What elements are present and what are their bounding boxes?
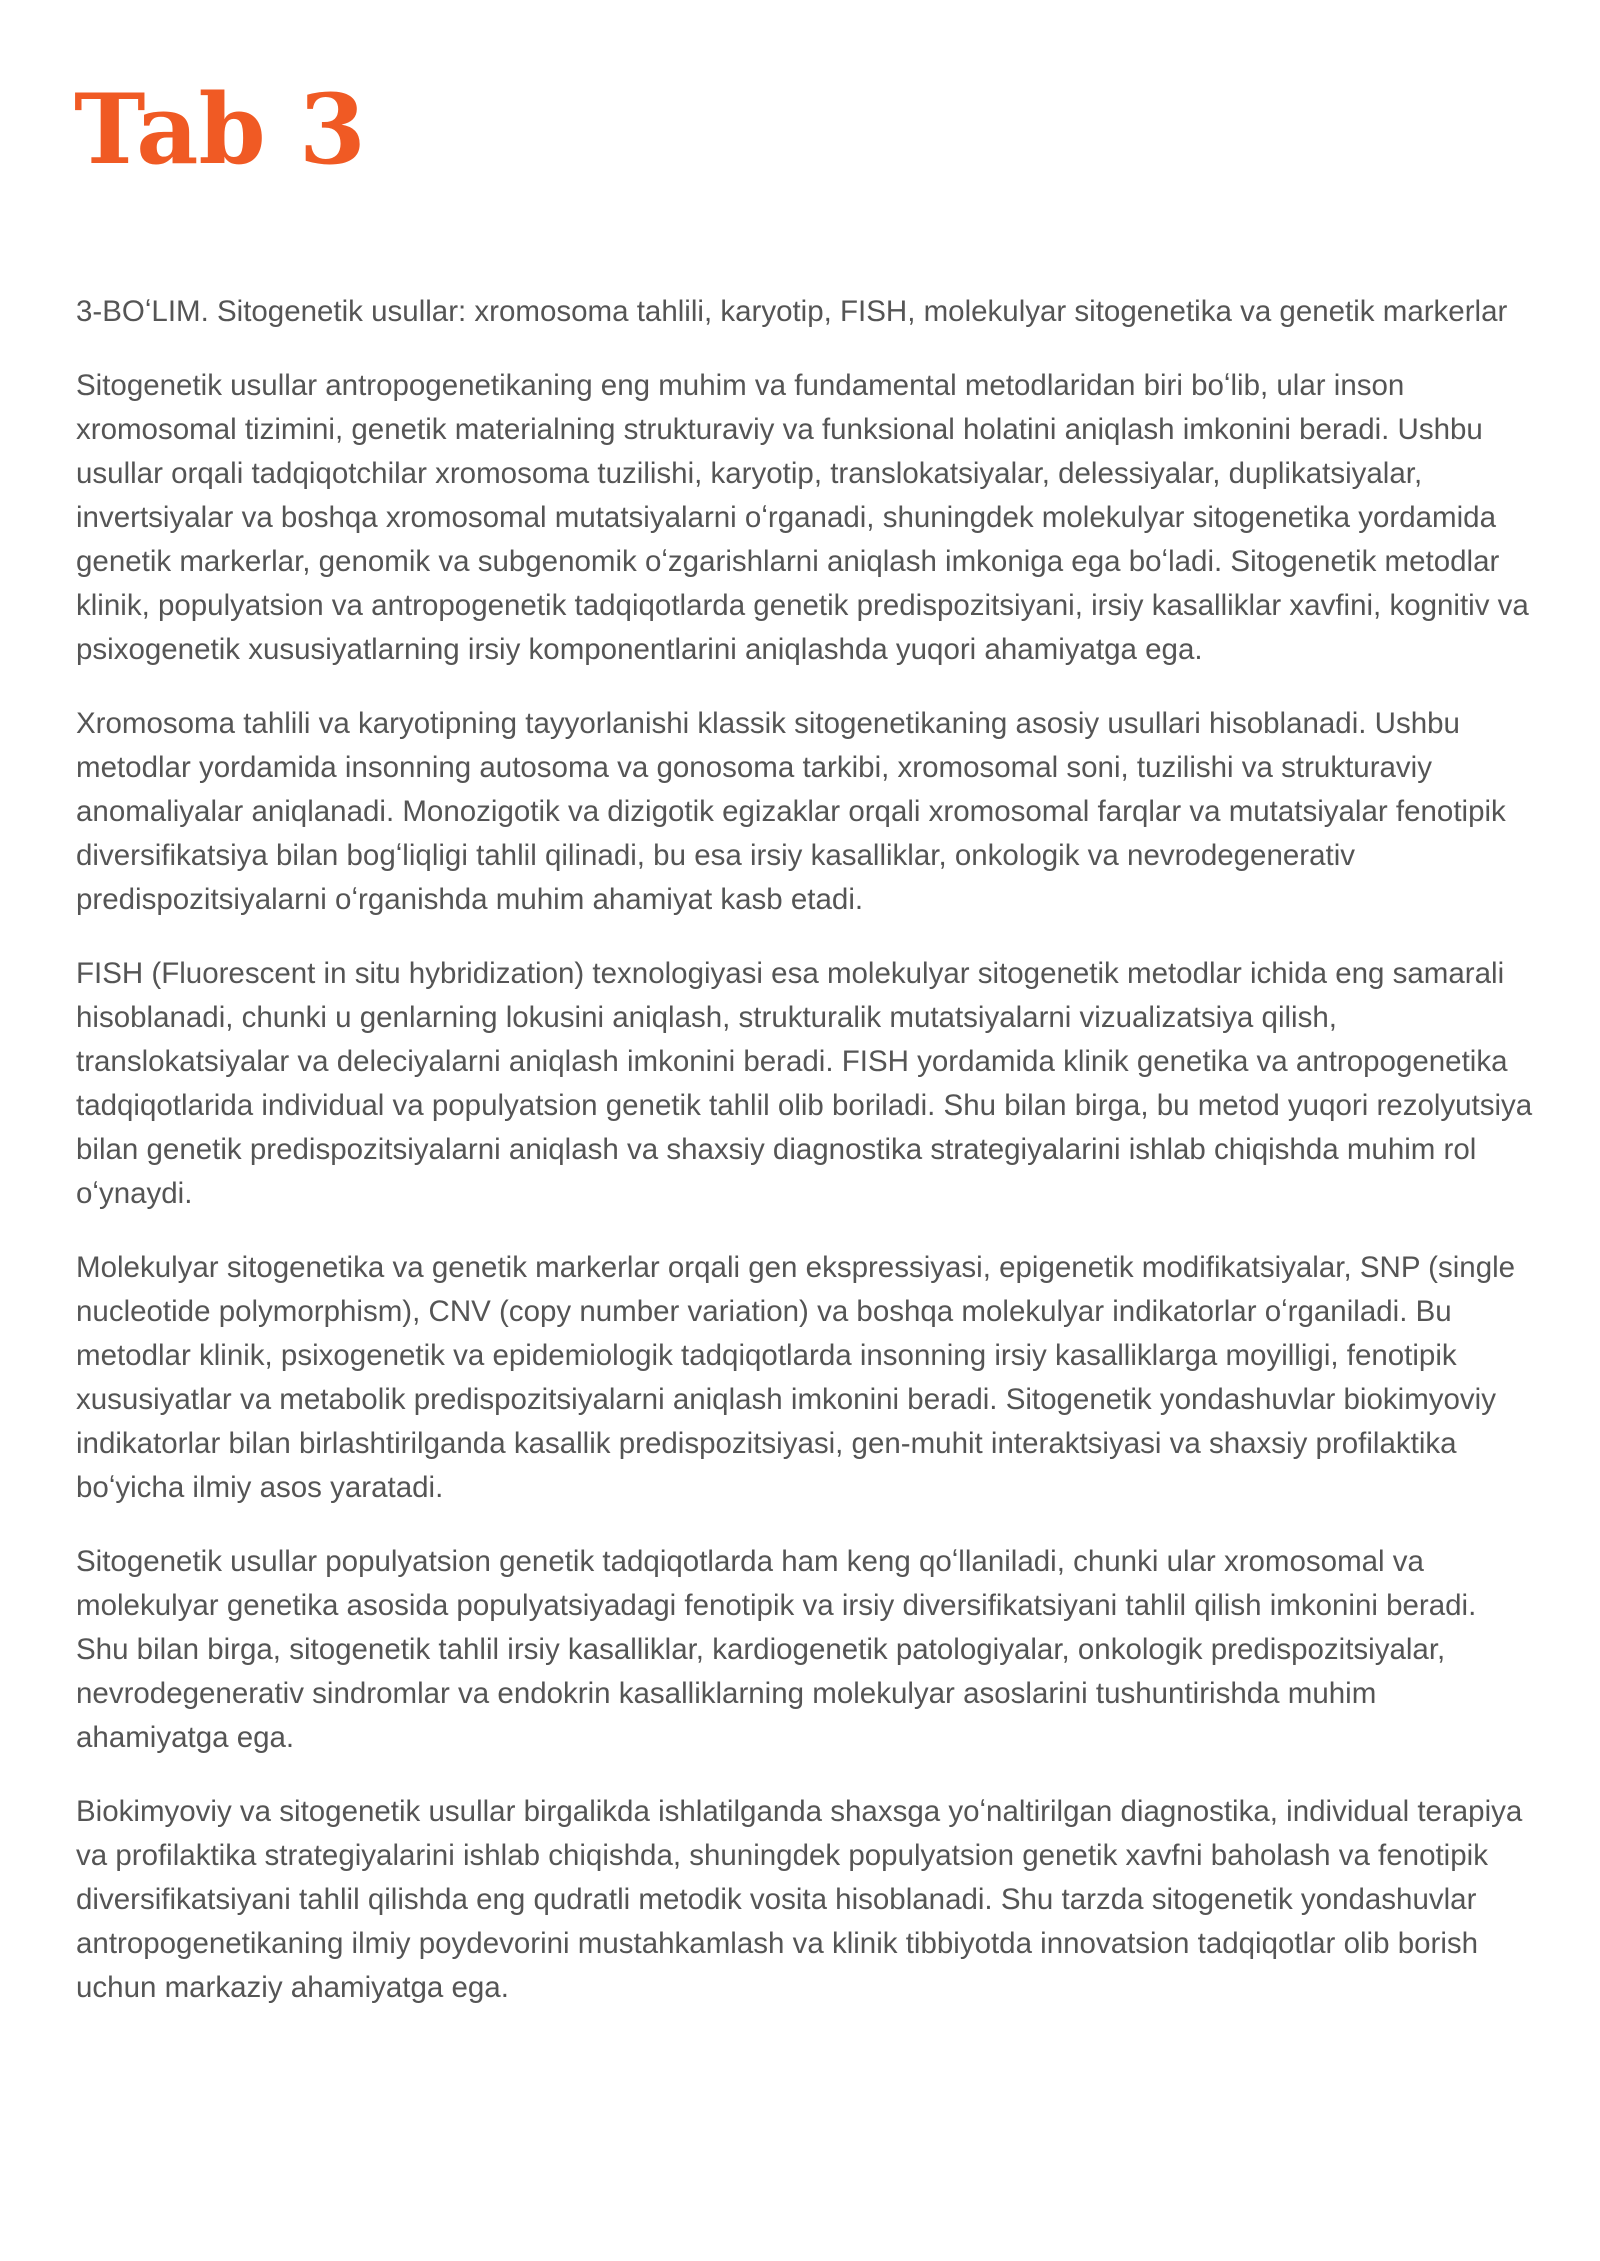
document-body (76, 290, 1536, 2040)
paragraph: Xromosoma tahlili va karyotipning tayyorlanishi klassik sitogenetikaning asosiy usullari hisoblanadi. Ushbu metodlar yordamida insonning autosoma va gonosoma tarkibi, xromosomal soni, tuzilishi va strukturaviy anomaliyalar aniqlanadi. Monozigotik va dizigotik egizaklar orqali xromosomal farqlar va mutatsiyalar fenotipik diversifikatsiya bilan bogʻliqligi tahlil qilinadi, bu esa irsiy kasalliklar, onkologik va nevrodegenerativ predispozitsiyalarni oʻrganishda muhim ahamiyat kasb etadi. (76, 707, 1506, 916)
paragraph: FISH (Fluorescent in situ hybridization) texnologiyasi esa molekulyar sitogenetik metodlar ichida eng samarali hisoblanadi, chunki u genlarning lokusini aniqlash, strukturalik mutatsiyalarni vizualizatsiya qilish, translokatsiyalar va deleciyalarni aniqlash imkonini beradi. FISH yordamida klinik genetika va antropogenetika tadqiqotlarida individual va populyatsion genetik tahlil olib boriladi. Shu bilan birga, bu metod yuqori rezolyutsiya bilan genetik predispozitsiyalarni aniqlash va shaxsiy diagnostika strategiyalarini ishlab chiqishda muhim rol oʻynaydi. (76, 957, 1533, 1210)
paragraph: Molekulyar sitogenetika va genetik markerlar orqali gen ekspressiyasi, epigenetik modifikatsiyalar, SNP (single nucleotide polymorphism), CNV (copy number variation) va boshqa molekulyar indikatorlar oʻrganiladi. Bu metodlar klinik, psixogenetik va epidemiologik tadqiqotlarda insonning irsiy kasalliklarga moyilligi, fenotipik xususiyatlar va metabolik predispozitsiyalarni aniqlash imkonini beradi. Sitogenetik yondashuvlar biokimyoviy indikatorlar bilan birlashtirilganda kasallik predispozitsiyasi, gen-muhit interaktsiyasi va shaxsiy profilaktika boʻyicha ilmiy asos yaratadi. (76, 1251, 1516, 1504)
page-title: Tab 3 (74, 73, 366, 186)
paragraph: Biokimyoviy va sitogenetik usullar birgalikda ishlatilganda shaxsga yoʻnaltirilgan diagnostika, individual terapiya va profilaktika strategiyalarini ishlab chiqishda, shuningdek populyatsion genetik xavfni baholash va fenotipik diversifikatsiyani tahlil qilishda eng qudratli metodik vosita hisoblanadi. Shu tarzda sitogenetik yondashuvlar antropogenetikaning ilmiy poydevorini mustahkamlash va klinik tibbiyotda innovatsion tadqiqotlar olib borish uchun markaziy ahamiyatga ega. (76, 1795, 1523, 2004)
paragraph: Sitogenetik usullar populyatsion genetik tadqiqotlarda ham keng qoʻllaniladi, chunki ular xromosomal va molekulyar genetika asosida populyatsiyadagi fenotipik va irsiy diversifikatsiyani tahlil qilish imkonini beradi. Shu bilan birga, sitogenetik tahlil irsiy kasalliklar, kardiogenetik patologiyalar, onkologik predispozitsiyalar, nevrodegenerativ sindromlar va endokrin kasalliklarning molekulyar asoslarini tushuntirishda muhim ahamiyatga ega. (76, 1545, 1477, 1754)
section-heading: 3-BOʻLIM. Sitogenetik usullar: xromosoma tahlili, karyotip, FISH, molekulyar sitogenetika va genetik markerlar (76, 295, 1508, 328)
paragraph: Sitogenetik usullar antropogenetikaning eng muhim va fundamental metodlaridan biri boʻlib, ular inson xromosomal tizimini, genetik materialning strukturaviy va funksional holatini aniqlash imkonini beradi. Ushbu usullar orqali tadqiqotchilar xromosoma tuzilishi, karyotip, translokatsiyalar, delessiyalar, duplikatsiyalar, invertsiyalar va boshqa xromosomal mutatsiyalarni oʻrganadi, shuningdek molekulyar sitogenetika yordamida genetik markerlar, genomik va subgenomik oʻzgarishlarni aniqlash imkoniga ega boʻladi. Sitogenetik metodlar klinik, populyatsion va antropogenetik tadqiqotlarda genetik predispozitsiyani, irsiy kasalliklar xavfini, kognitiv va psixogenetik xususiyatlarning irsiy komponentlarini aniqlashda yuqori ahamiyatga ega. (76, 369, 1529, 666)
